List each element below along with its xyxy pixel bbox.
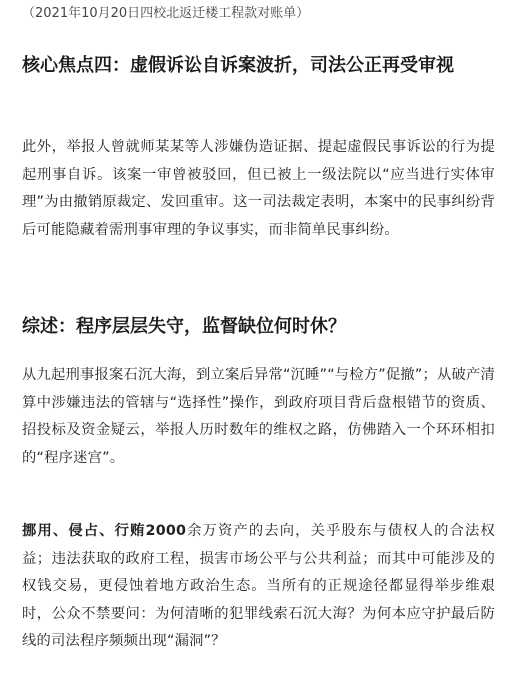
section-heading-summary: 综述：程序层层失守，监督缺位何时休？ [22,316,346,337]
section-paragraph-summary: 从九起刑事报案石沉大海，到立案后异常“沉睡”“与检方”促撤”；从破产清算中涉嫌违法的管辖与“选择性”操作，到政府项目背后盘根错节的资质、招投标及资金疑云，举报人历时数年的维权之路，仿佛踏入一个环环相扣的“程序迷宫”。 [22,367,495,466]
section-heading-focus-four: 核心焦点四：虚假诉讼自诉案波折，司法公正再受审视 [22,55,454,76]
closing-text: 余万资产的去向，关乎股东与债权人的合法权益；违法获取的政府工程，损害市场公平与公共利益；而其中可能涉及的权钱交易，更侵蚀着地方政治生态。当所有的正规途径都显得举步维艰时，公众不禁要问：为何清晰的犯罪线索石沉大海？为何本应守护最后防线的司法程序频频出现“漏洞”？ [22,523,495,650]
image-caption: （2021年10月20日四校北返迁楼工程款对账单） [22,6,310,21]
closing-paragraph [22,518,495,656]
closing-bold-amount: 2000 [145,523,187,539]
section-paragraph-focus-four: 此外，举报人曾就师某某等人涉嫌伪造证据、提起虚假民事诉讼的行为提起刑事自诉。该案一审曾被驳回，但已被上一级法院以“应当进行实体审理”为由撤销原裁定、发回重审。这一司法裁定表明，本案中的民事纠纷背后可能隐藏着需刑事审理的争议事实，而非简单民事纠纷。 [22,139,495,238]
closing-bold-lead: 挪用、侵占、行贿 [22,523,146,539]
